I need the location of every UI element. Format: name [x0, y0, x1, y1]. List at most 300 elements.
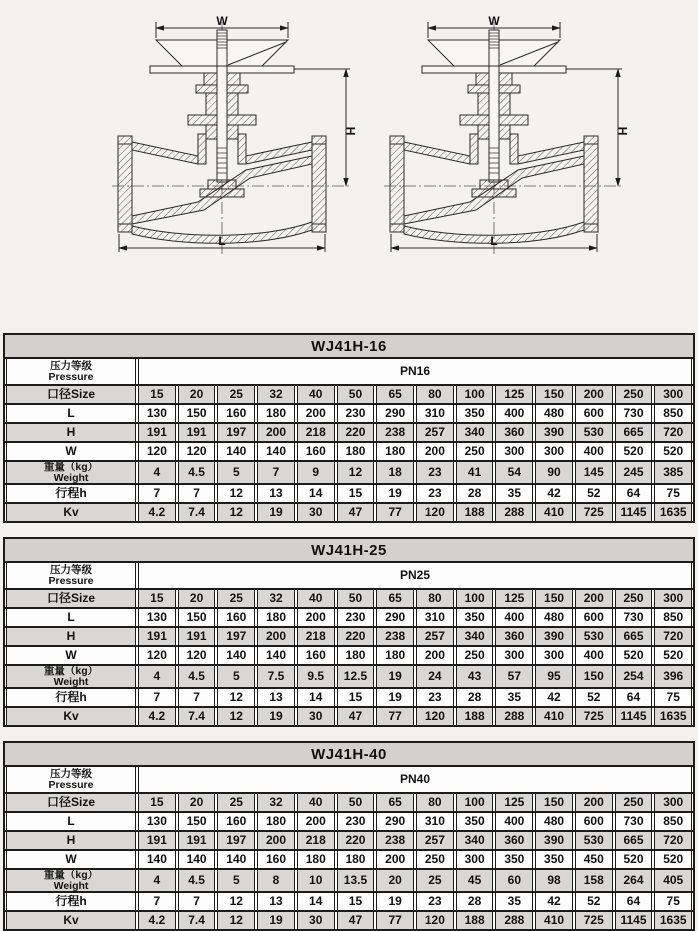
data-value: 230 — [337, 405, 375, 422]
size-label: 口径Size — [6, 590, 136, 607]
row-label: 行程h — [6, 893, 136, 910]
data-value: 120 — [178, 443, 216, 460]
data-value: 385 — [654, 462, 692, 483]
data-value: 197 — [217, 628, 255, 645]
size-value: 150 — [535, 794, 573, 811]
size-value: 15 — [138, 590, 176, 607]
size-value: 20 — [178, 386, 216, 403]
data-value: 1145 — [615, 504, 653, 521]
data-value: 288 — [495, 504, 533, 521]
data-value: 130 — [138, 405, 176, 422]
row-label-cn: 压力等级 — [50, 768, 92, 780]
data-value: 4.5 — [178, 462, 216, 483]
data-value: 220 — [337, 832, 375, 849]
data-value: 180 — [376, 443, 414, 460]
spec-table-1 — [3, 333, 695, 523]
data-value: 480 — [535, 405, 573, 422]
row-label-en: Weight — [53, 472, 89, 484]
size-value: 15 — [138, 386, 176, 403]
data-value: 530 — [575, 424, 613, 441]
row-label: Kv — [6, 504, 136, 521]
data-value: 7 — [138, 485, 176, 502]
data-value: 140 — [217, 647, 255, 664]
size-value: 65 — [376, 386, 414, 403]
data-value: 9 — [297, 462, 335, 483]
data-value: 300 — [535, 647, 573, 664]
data-value: 28 — [456, 893, 494, 910]
pressure-label — [6, 563, 136, 588]
data-value: 200 — [376, 851, 414, 868]
data-value: 1145 — [615, 912, 653, 929]
row-label: L — [6, 405, 136, 422]
data-row — [5, 504, 693, 521]
data-value: 290 — [376, 405, 414, 422]
data-value: 200 — [416, 443, 454, 460]
pressure-value: PN25 — [138, 563, 692, 588]
data-value: 410 — [535, 504, 573, 521]
data-value: 188 — [456, 708, 494, 725]
data-row — [5, 647, 693, 666]
data-value: 13 — [257, 689, 295, 706]
size-value: 40 — [297, 794, 335, 811]
data-value: 730 — [615, 405, 653, 422]
data-value: 230 — [337, 813, 375, 830]
data-value: 140 — [257, 443, 295, 460]
data-value: 43 — [456, 666, 494, 687]
data-value: 245 — [615, 462, 653, 483]
data-value: 158 — [575, 870, 613, 891]
data-value: 5 — [217, 870, 255, 891]
data-value: 47 — [337, 912, 375, 929]
size-value: 200 — [575, 590, 613, 607]
data-value: 340 — [456, 832, 494, 849]
data-value: 180 — [376, 647, 414, 664]
data-value: 24 — [416, 666, 454, 687]
size-value: 125 — [495, 590, 533, 607]
data-value: 720 — [654, 832, 692, 849]
data-value: 850 — [654, 813, 692, 830]
data-value: 7 — [178, 485, 216, 502]
data-value: 95 — [535, 666, 573, 687]
data-value: 310 — [416, 609, 454, 626]
data-value: 720 — [654, 424, 692, 441]
data-value: 150 — [178, 405, 216, 422]
size-value: 20 — [178, 590, 216, 607]
data-value: 20 — [376, 870, 414, 891]
data-value: 77 — [376, 504, 414, 521]
data-value: 7 — [178, 893, 216, 910]
data-value: 7 — [138, 689, 176, 706]
data-row — [5, 462, 693, 485]
data-value: 390 — [535, 628, 573, 645]
data-value: 7.4 — [178, 504, 216, 521]
size-value: 32 — [257, 590, 295, 607]
data-value: 130 — [138, 813, 176, 830]
data-value: 520 — [615, 851, 653, 868]
data-value: 288 — [495, 708, 533, 725]
data-value: 7.4 — [178, 708, 216, 725]
row-label-cn: 压力等级 — [50, 564, 92, 576]
data-value: 238 — [376, 628, 414, 645]
size-value: 32 — [257, 386, 295, 403]
data-value: 665 — [615, 424, 653, 441]
table-title: WJ41H-40 — [5, 743, 693, 765]
data-value: 230 — [337, 609, 375, 626]
data-value: 520 — [615, 647, 653, 664]
data-value: 1635 — [654, 504, 692, 521]
size-value: 300 — [654, 590, 692, 607]
data-value: 54 — [495, 462, 533, 483]
data-value: 220 — [337, 628, 375, 645]
row-label: Kv — [6, 912, 136, 929]
data-value: 200 — [297, 609, 335, 626]
data-value: 4.2 — [138, 504, 176, 521]
data-value: 4 — [138, 462, 176, 483]
size-value: 25 — [217, 590, 255, 607]
data-value: 257 — [416, 424, 454, 441]
data-value: 12 — [217, 708, 255, 725]
data-value: 35 — [495, 689, 533, 706]
size-label: 口径Size — [6, 386, 136, 403]
row-label — [6, 666, 136, 687]
data-row — [5, 851, 693, 870]
data-value: 197 — [217, 832, 255, 849]
data-value: 725 — [575, 708, 613, 725]
data-value: 250 — [416, 851, 454, 868]
data-value: 520 — [615, 443, 653, 460]
size-value: 100 — [456, 386, 494, 403]
size-header-row — [5, 794, 693, 813]
size-value: 50 — [337, 794, 375, 811]
data-value: 35 — [495, 893, 533, 910]
size-value: 32 — [257, 794, 295, 811]
size-value: 80 — [416, 386, 454, 403]
data-value: 191 — [178, 628, 216, 645]
data-value: 13 — [257, 485, 295, 502]
size-value: 300 — [654, 386, 692, 403]
size-value: 125 — [495, 794, 533, 811]
size-value: 25 — [217, 386, 255, 403]
pressure-label — [6, 767, 136, 792]
data-value: 7 — [257, 462, 295, 483]
valve-drawing-canvas: W L — [0, 0, 698, 333]
data-value: 160 — [297, 647, 335, 664]
data-value: 410 — [535, 708, 573, 725]
table-title: WJ41H-16 — [5, 335, 693, 357]
data-value: 7 — [138, 893, 176, 910]
pressure-value: PN16 — [138, 359, 692, 384]
data-value: 28 — [456, 485, 494, 502]
data-value: 4.2 — [138, 708, 176, 725]
row-label: W — [6, 647, 136, 664]
data-value: 254 — [615, 666, 653, 687]
data-value: 730 — [615, 609, 653, 626]
data-row — [5, 813, 693, 832]
size-label: 口径Size — [6, 794, 136, 811]
table-title-row — [5, 335, 693, 359]
size-value: 100 — [456, 590, 494, 607]
row-label-en: Weight — [53, 676, 89, 688]
data-value: 200 — [416, 647, 454, 664]
table-title: WJ41H-25 — [5, 539, 693, 561]
data-row — [5, 666, 693, 689]
size-value: 25 — [217, 794, 255, 811]
data-value: 218 — [297, 424, 335, 441]
data-value: 30 — [297, 708, 335, 725]
data-value: 60 — [495, 870, 533, 891]
data-value: 42 — [535, 893, 573, 910]
data-value: 5 — [217, 462, 255, 483]
data-value: 19 — [257, 504, 295, 521]
data-value: 14 — [297, 485, 335, 502]
data-value: 25 — [416, 870, 454, 891]
data-value: 23 — [416, 485, 454, 502]
data-row — [5, 870, 693, 893]
data-value: 530 — [575, 832, 613, 849]
data-value: 14 — [297, 689, 335, 706]
data-value: 145 — [575, 462, 613, 483]
row-label-cn: 压力等级 — [50, 360, 92, 372]
data-value: 360 — [495, 424, 533, 441]
size-value: 80 — [416, 794, 454, 811]
data-value: 45 — [456, 870, 494, 891]
data-value: 75 — [654, 689, 692, 706]
data-value: 480 — [535, 609, 573, 626]
data-value: 19 — [257, 912, 295, 929]
data-value: 52 — [575, 689, 613, 706]
data-row — [5, 424, 693, 443]
data-value: 400 — [575, 647, 613, 664]
data-value: 600 — [575, 609, 613, 626]
data-value: 42 — [535, 689, 573, 706]
data-value: 14 — [297, 893, 335, 910]
data-value: 12 — [217, 893, 255, 910]
table-title-row — [5, 743, 693, 767]
data-value: 191 — [178, 424, 216, 441]
data-value: 28 — [456, 689, 494, 706]
size-value: 20 — [178, 794, 216, 811]
data-value: 180 — [257, 813, 295, 830]
data-value: 400 — [575, 443, 613, 460]
data-value: 4 — [138, 666, 176, 687]
pressure-label — [6, 359, 136, 384]
data-value: 10 — [297, 870, 335, 891]
size-value: 65 — [376, 590, 414, 607]
data-value: 350 — [456, 813, 494, 830]
data-value: 200 — [257, 628, 295, 645]
row-label: 行程h — [6, 485, 136, 502]
pressure-row — [5, 359, 693, 386]
data-value: 12 — [217, 504, 255, 521]
size-value: 50 — [337, 590, 375, 607]
row-label: W — [6, 443, 136, 460]
data-value: 120 — [416, 708, 454, 725]
data-value: 300 — [495, 647, 533, 664]
data-value: 64 — [615, 893, 653, 910]
data-value: 400 — [495, 813, 533, 830]
data-value: 264 — [615, 870, 653, 891]
data-value: 15 — [337, 893, 375, 910]
data-value: 77 — [376, 708, 414, 725]
data-value: 410 — [535, 912, 573, 929]
data-value: 191 — [138, 628, 176, 645]
data-value: 57 — [495, 666, 533, 687]
data-value: 197 — [217, 424, 255, 441]
row-label-cn: 重量（kg） — [43, 461, 99, 473]
data-value: 191 — [178, 832, 216, 849]
data-value: 13 — [257, 893, 295, 910]
data-value: 19 — [376, 666, 414, 687]
spec-tables — [0, 333, 698, 931]
data-value: 340 — [456, 628, 494, 645]
data-value: 257 — [416, 832, 454, 849]
data-value: 4.5 — [178, 666, 216, 687]
data-value: 98 — [535, 870, 573, 891]
data-value: 4.5 — [178, 870, 216, 891]
data-value: 300 — [456, 851, 494, 868]
data-value: 23 — [416, 689, 454, 706]
data-value: 35 — [495, 485, 533, 502]
data-value: 200 — [297, 813, 335, 830]
data-value: 340 — [456, 424, 494, 441]
data-value: 77 — [376, 912, 414, 929]
data-value: 600 — [575, 813, 613, 830]
data-row — [5, 609, 693, 628]
data-value: 140 — [257, 647, 295, 664]
size-value: 15 — [138, 794, 176, 811]
row-label — [6, 462, 136, 483]
data-value: 520 — [654, 443, 692, 460]
data-value: 480 — [535, 813, 573, 830]
data-value: 350 — [535, 851, 573, 868]
data-value: 120 — [178, 647, 216, 664]
data-value: 30 — [297, 912, 335, 929]
valve-drawing-left — [112, 14, 358, 254]
size-value: 40 — [297, 386, 335, 403]
table-title-row — [5, 539, 693, 563]
data-value: 725 — [575, 504, 613, 521]
data-value: 4 — [138, 870, 176, 891]
size-value: 200 — [575, 794, 613, 811]
row-label-en: Pressure — [48, 575, 94, 587]
spec-table-3 — [3, 741, 695, 931]
data-value: 350 — [495, 851, 533, 868]
data-value: 150 — [178, 609, 216, 626]
data-value: 23 — [416, 462, 454, 483]
data-value: 7.5 — [257, 666, 295, 687]
data-value: 160 — [217, 813, 255, 830]
size-value: 40 — [297, 590, 335, 607]
data-value: 360 — [495, 832, 533, 849]
data-value: 52 — [575, 893, 613, 910]
row-label: H — [6, 832, 136, 849]
data-value: 250 — [456, 647, 494, 664]
data-value: 218 — [297, 832, 335, 849]
data-value: 725 — [575, 912, 613, 929]
row-label: 行程h — [6, 689, 136, 706]
data-value: 238 — [376, 832, 414, 849]
data-row — [5, 689, 693, 708]
data-value: 150 — [575, 666, 613, 687]
size-value: 125 — [495, 386, 533, 403]
data-value: 390 — [535, 832, 573, 849]
data-value: 180 — [337, 647, 375, 664]
data-value: 120 — [138, 647, 176, 664]
data-value: 64 — [615, 689, 653, 706]
data-value: 12.5 — [337, 666, 375, 687]
valve-technical-drawings — [0, 0, 698, 333]
data-value: 390 — [535, 424, 573, 441]
data-value: 288 — [495, 912, 533, 929]
data-value: 140 — [178, 851, 216, 868]
row-label-en: Weight — [53, 880, 89, 892]
data-value: 360 — [495, 628, 533, 645]
data-value: 8 — [257, 870, 295, 891]
data-value: 75 — [654, 893, 692, 910]
data-value: 19 — [376, 485, 414, 502]
data-value: 120 — [138, 443, 176, 460]
data-value: 12 — [217, 689, 255, 706]
data-value: 405 — [654, 870, 692, 891]
data-value: 200 — [297, 405, 335, 422]
row-label: W — [6, 851, 136, 868]
size-value: 150 — [535, 386, 573, 403]
data-value: 665 — [615, 628, 653, 645]
data-value: 160 — [217, 405, 255, 422]
size-value: 65 — [376, 794, 414, 811]
data-value: 720 — [654, 628, 692, 645]
data-value: 200 — [257, 832, 295, 849]
data-value: 52 — [575, 485, 613, 502]
size-header-row — [5, 590, 693, 609]
data-value: 5 — [217, 666, 255, 687]
data-value: 7.4 — [178, 912, 216, 929]
data-value: 75 — [654, 485, 692, 502]
data-value: 300 — [535, 443, 573, 460]
data-value: 15 — [337, 485, 375, 502]
size-value: 250 — [615, 590, 653, 607]
data-value: 238 — [376, 424, 414, 441]
pressure-row — [5, 767, 693, 794]
data-value: 160 — [297, 443, 335, 460]
size-value: 250 — [615, 386, 653, 403]
pressure-row — [5, 563, 693, 590]
row-label: L — [6, 609, 136, 626]
size-value: 50 — [337, 386, 375, 403]
data-value: 350 — [456, 405, 494, 422]
data-value: 180 — [337, 851, 375, 868]
data-value: 12 — [217, 912, 255, 929]
data-value: 180 — [297, 851, 335, 868]
data-value: 180 — [337, 443, 375, 460]
data-value: 188 — [456, 504, 494, 521]
row-label: H — [6, 628, 136, 645]
data-value: 400 — [495, 405, 533, 422]
data-value: 90 — [535, 462, 573, 483]
data-row — [5, 832, 693, 851]
data-value: 19 — [376, 893, 414, 910]
pressure-value: PN40 — [138, 767, 692, 792]
data-value: 350 — [456, 609, 494, 626]
size-value: 150 — [535, 590, 573, 607]
data-value: 140 — [217, 443, 255, 460]
data-value: 7 — [178, 689, 216, 706]
data-value: 396 — [654, 666, 692, 687]
data-row — [5, 893, 693, 912]
data-value: 120 — [416, 912, 454, 929]
data-value: 290 — [376, 609, 414, 626]
data-value: 160 — [257, 851, 295, 868]
